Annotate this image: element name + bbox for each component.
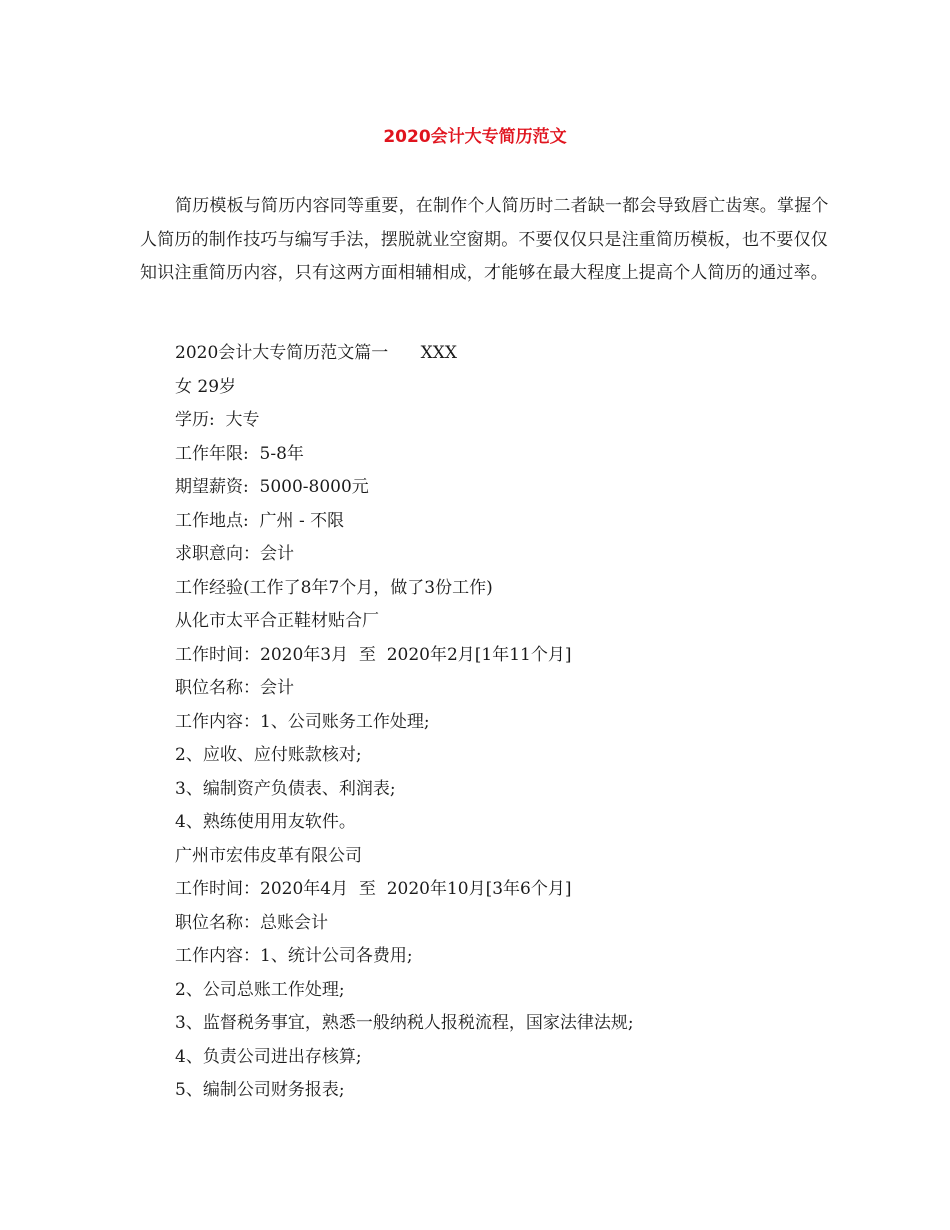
- work-years-line: 工作年限: 5-8年: [175, 443, 304, 464]
- company-1-duty-line: 工作内容：1、公司账务工作处理;: [175, 711, 430, 732]
- resume-lines: [175, 337, 855, 1108]
- company-2-duty-line: 5、编制公司财务报表;: [175, 1080, 345, 1100]
- company-1-line: 从化市太平合正鞋材贴合厂: [175, 611, 379, 631]
- company-2-duty-line: 2、公司总账工作处理;: [175, 979, 345, 1000]
- education-line: 学历: 大专: [175, 410, 260, 430]
- company-2-duty-line: 3、监督税务事宜，熟悉一般纳税人报税流程，国家法律法规;: [175, 1013, 634, 1033]
- intro-paragraph: 简历模板与简历内容同等重要，在制作个人简历时二者缺一都会导致唇亡齿寒。掌握个人简历的制作技巧与编写手法，摆脱就业空窗期。不要仅仅只是注重简历模板，也不要仅仅知识注重简历内容，只有这两方面相辅相成，才能够在最大程度上提高个人简历的通过率。: [140, 196, 829, 283]
- work-location-line: 工作地点: 广州 - 不限: [175, 510, 345, 531]
- expected-salary-line: 期望薪资: 5000-8000元: [175, 477, 369, 497]
- company-2-period-line: 工作时间：2020年4月 至 2020年10月[3年6个月]: [175, 879, 572, 899]
- company-2-position-line: 职位名称：总账会计: [175, 912, 328, 933]
- company-1-duty-line: 3、编制资产负债表、利润表;: [175, 778, 396, 799]
- company-1-position-line: 职位名称：会计: [175, 678, 294, 698]
- company-2-duty-line: 4、负责公司进出存核算;: [175, 1046, 362, 1067]
- document-title: 2020会计大专简历范文: [383, 127, 567, 147]
- company-1-duty-line: 2、应收、应付账款核对;: [175, 745, 362, 765]
- job-intention-line: 求职意向：会计: [175, 544, 294, 564]
- company-2-duty-line: 工作内容：1、统计公司各费用;: [175, 946, 413, 966]
- work-experience-line: 工作经验(工作了8年7个月，做了3份工作): [175, 577, 493, 598]
- company-1-duty-line: 4、熟练使用用友软件。: [175, 812, 356, 832]
- resume-heading-line: 2020会计大专简历范文篇一 XXX: [175, 343, 457, 363]
- company-2-line: 广州市宏伟皮革有限公司: [175, 845, 362, 866]
- company-1-period-line: 工作时间：2020年3月 至 2020年2月[1年11个月]: [175, 644, 572, 665]
- gender-age-line: 女 29岁: [175, 376, 237, 397]
